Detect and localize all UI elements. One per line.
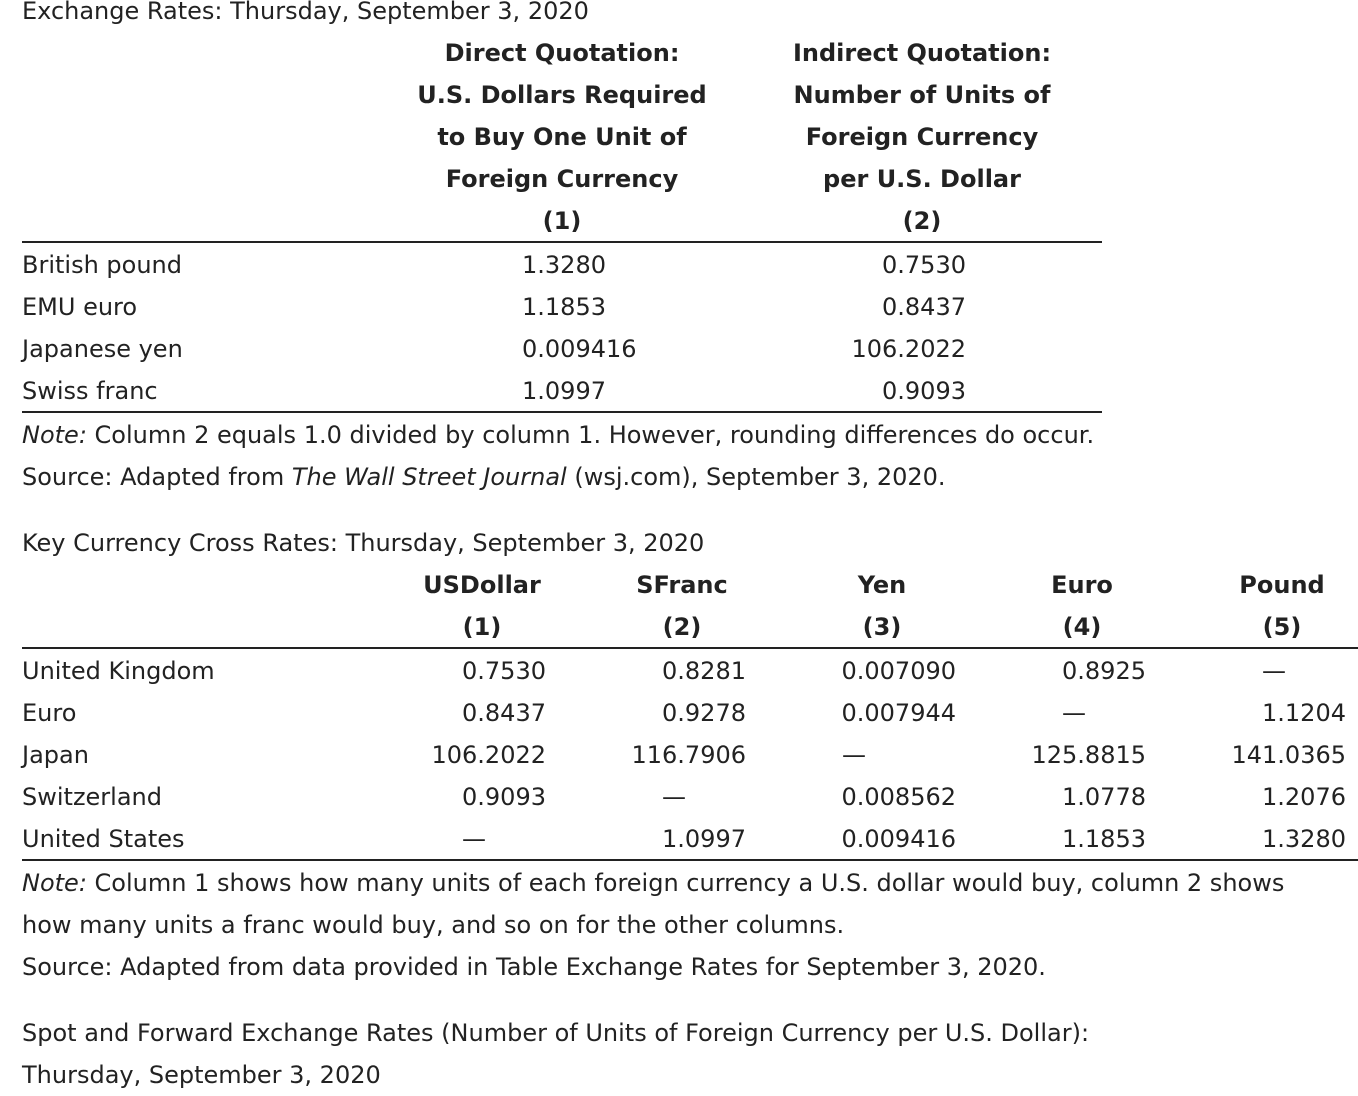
table3-title-date: Thursday, September 3, 2020 <box>22 1061 381 1089</box>
row-label: United Kingdom <box>22 657 215 685</box>
cell-value: 0.008562 <box>841 783 956 811</box>
cell-value: 0.007090 <box>841 657 956 685</box>
table3-title: Spot and Forward Exchange Rates (Number of Units of Foreign Currency per U.S. Dollar): <box>22 1019 1090 1047</box>
col-header-euro: Euro <box>1051 571 1113 599</box>
cell-value: 0.8437 <box>462 699 546 727</box>
table1-bottom-rule <box>22 411 1102 413</box>
cell-value: 0.009416 <box>841 825 956 853</box>
cell-value: 125.8815 <box>1031 741 1146 769</box>
col-number: (5) <box>1262 613 1302 641</box>
col-header-pound: Pound <box>1239 571 1325 599</box>
col-number: (2) <box>662 613 702 641</box>
cell-value: 0.9278 <box>662 699 746 727</box>
cell-value: 1.2076 <box>1262 783 1346 811</box>
table2-bottom-rule <box>22 859 1358 861</box>
table1-title: Exchange Rates: Thursday, September 3, 2020 <box>22 0 589 25</box>
cell-value: 0.8925 <box>1062 657 1146 685</box>
direct-value: 1.3280 <box>522 251 606 279</box>
table1-note <box>22 421 1094 449</box>
col2-header-line: Foreign Currency <box>805 123 1039 151</box>
col-header-sfranc: SFranc <box>636 571 728 599</box>
note-text: Column 2 equals 1.0 divided by column 1. However, rounding differences do occur. <box>86 421 1095 449</box>
table2-title: Key Currency Cross Rates: Thursday, September 3, 2020 <box>22 529 705 557</box>
cell-value: 1.1853 <box>1062 825 1146 853</box>
cell-value: 106.2022 <box>431 741 546 769</box>
row-label: British pound <box>22 251 182 279</box>
col2-header-line: Indirect Quotation: <box>792 39 1052 67</box>
note-text: Column 1 shows how many units of each foreign currency a U.S. dollar would buy, column 2 shows <box>86 869 1285 897</box>
col2-header-line: Number of Units of <box>793 81 1051 109</box>
col-number: (4) <box>1062 613 1102 641</box>
cell-value: 1.3280 <box>1262 825 1346 853</box>
table2-header-rule <box>22 647 1358 649</box>
direct-value: 1.0997 <box>522 377 606 405</box>
direct-value: 0.009416 <box>522 335 637 363</box>
indirect-value: 0.8437 <box>882 293 966 321</box>
cell-value: 0.8281 <box>662 657 746 685</box>
col-header-yen: Yen <box>857 571 907 599</box>
col-header-usdollar: USDollar <box>423 571 541 599</box>
indirect-value: 0.9093 <box>882 377 966 405</box>
table2-note <box>22 869 1284 897</box>
col-number: (1) <box>462 613 502 641</box>
cell-value: 1.0778 <box>1062 783 1146 811</box>
row-label: Switzerland <box>22 783 162 811</box>
col1-header-line: U.S. Dollars Required <box>417 81 707 109</box>
table1-source <box>22 463 946 491</box>
col2-header-line: per U.S. Dollar <box>823 165 1021 193</box>
col-number: (3) <box>862 613 902 641</box>
source-prefix: Source: Adapted from <box>22 463 292 491</box>
indirect-value: 106.2022 <box>851 335 966 363</box>
cell-dash: — <box>1062 699 1086 727</box>
row-label: Japan <box>22 741 89 769</box>
cell-dash: — <box>462 825 486 853</box>
col1-header-number: (1) <box>542 207 582 235</box>
col2-header-number: (2) <box>902 207 942 235</box>
cell-dash: — <box>662 783 686 811</box>
note-label: Note: <box>22 421 87 449</box>
col1-header-line: Direct Quotation: <box>444 39 680 67</box>
row-label: Euro <box>22 699 77 727</box>
source-publication: The Wall Street Journal <box>291 463 567 491</box>
row-label: Swiss franc <box>22 377 158 405</box>
cell-value: 0.7530 <box>462 657 546 685</box>
indirect-value: 0.7530 <box>882 251 966 279</box>
col1-header-line: Foreign Currency <box>445 165 679 193</box>
note-label: Note: <box>22 869 87 897</box>
cell-value: 0.007944 <box>841 699 956 727</box>
cell-value: 116.7906 <box>631 741 746 769</box>
row-label: United States <box>22 825 185 853</box>
table2-source: Source: Adapted from data provided in Table Exchange Rates for September 3, 2020. <box>22 953 1046 981</box>
direct-value: 1.1853 <box>522 293 606 321</box>
col1-header-line: to Buy One Unit of <box>437 123 687 151</box>
table2-note-continued: how many units a franc would buy, and so on for the other columns. <box>22 911 845 939</box>
cell-dash: — <box>1262 657 1286 685</box>
cell-value: 141.0365 <box>1231 741 1346 769</box>
row-label: Japanese yen <box>22 335 183 363</box>
cell-value: 1.0997 <box>662 825 746 853</box>
cell-dash: — <box>842 741 866 769</box>
cell-value: 0.9093 <box>462 783 546 811</box>
cell-value: 1.1204 <box>1262 699 1346 727</box>
source-suffix: (wsj.com), September 3, 2020. <box>566 463 946 491</box>
table1-header-rule <box>22 241 1102 243</box>
row-label: EMU euro <box>22 293 138 321</box>
